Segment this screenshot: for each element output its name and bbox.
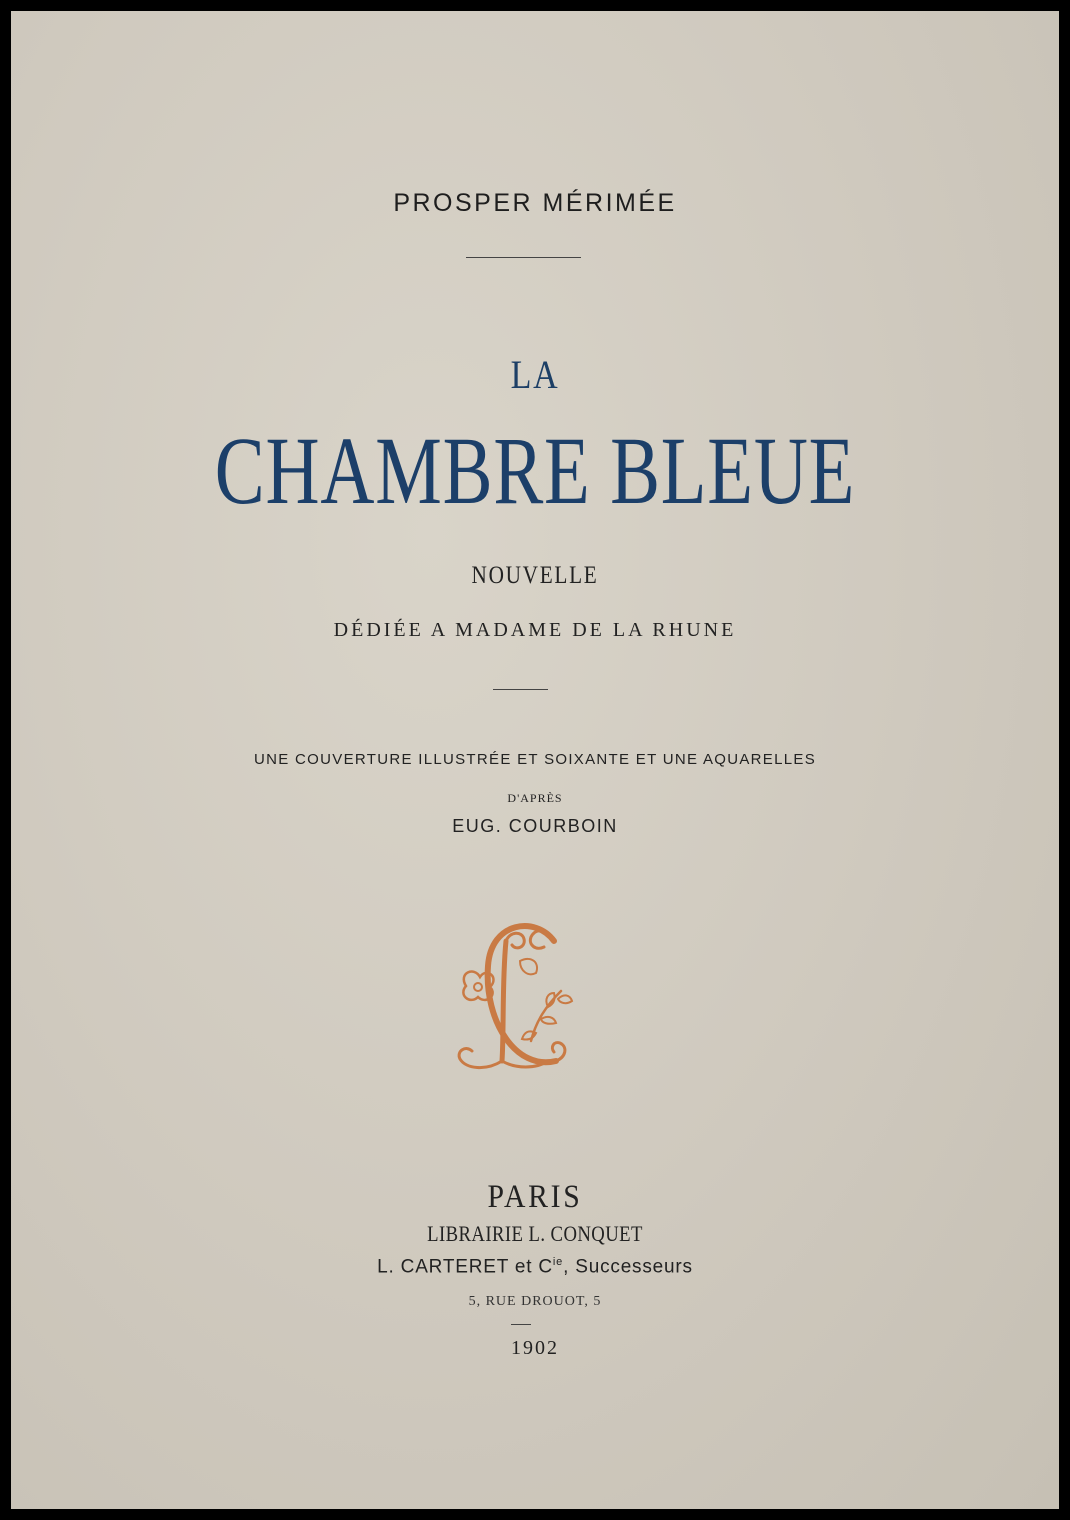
successors-sup: ie — [552, 1256, 564, 1268]
title-page — [11, 11, 1059, 1509]
rule-top — [466, 257, 581, 258]
title-article: LA — [510, 352, 560, 397]
successors-prefix: L. CARTERET et C — [377, 1256, 553, 1278]
rule-middle — [493, 689, 548, 690]
genre-label: NOUVELLE — [471, 562, 599, 589]
illustrations-line: UNE COUVERTURE ILLUSTRÉE ET SOIXANTE ET UNE AQUARELLES — [254, 751, 816, 768]
after-label: D'APRÈS — [507, 791, 563, 805]
imprint-publisher: LIBRAIRIE L. CONQUET — [427, 1221, 643, 1246]
imprint-successors — [11, 1256, 1059, 1278]
imprint-address: 5, RUE DROUOT, 5 — [468, 1294, 602, 1309]
book-title: CHAMBRE BLEUE — [214, 417, 856, 524]
rule-bottom — [511, 1324, 531, 1325]
artist-name: EUG. COURBOIN — [452, 816, 618, 836]
dedication: DÉDIÉE A MADAME DE LA RHUNE — [333, 619, 737, 641]
successors-suffix: , Successeurs — [563, 1256, 693, 1278]
ornamental-lc-monogram-icon — [436, 911, 586, 1091]
imprint-year: 1902 — [511, 1337, 559, 1359]
author-name: PROSPER MÉRIMÉE — [393, 189, 677, 217]
imprint-city: PARIS — [487, 1179, 583, 1215]
